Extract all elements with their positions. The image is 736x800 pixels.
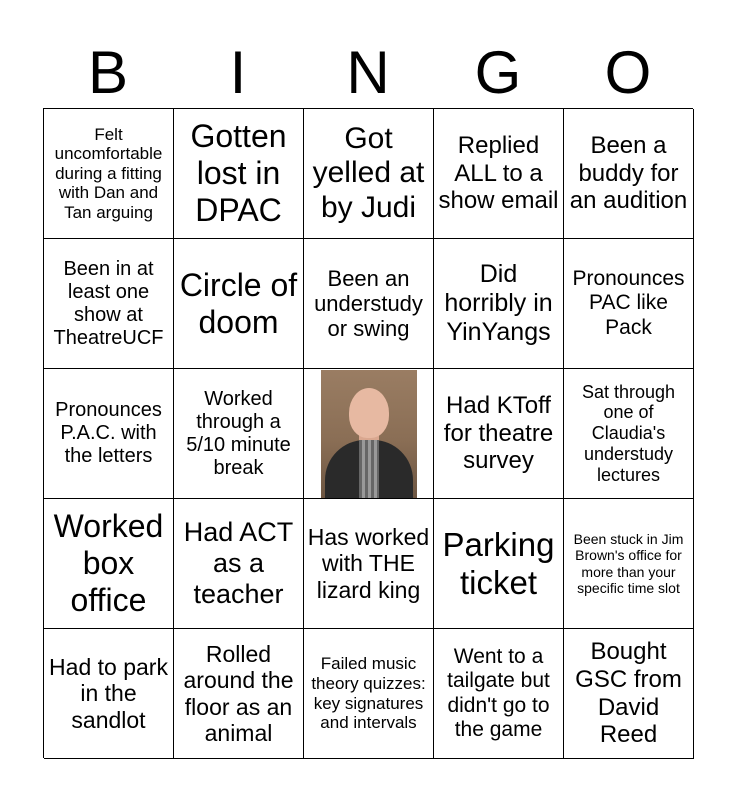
header-letter-i: I <box>229 39 247 106</box>
bingo-square-text: Bought GSC from David Reed <box>575 638 682 749</box>
bingo-square[interactable] <box>434 109 564 239</box>
bingo-square[interactable] <box>174 369 304 499</box>
bingo-square[interactable] <box>564 109 694 239</box>
bingo-square-text: Been stuck in Jim Brown's office for more than your specific time slot <box>573 531 684 596</box>
bingo-square[interactable] <box>174 239 304 369</box>
bingo-square-text: Got yelled at by Judi <box>312 121 425 224</box>
bingo-card-grid <box>43 108 693 758</box>
bingo-square-text: Been a buddy for an audition <box>569 132 688 215</box>
bingo-square-text: Did horribly in YinYangs <box>444 260 553 346</box>
bingo-square[interactable] <box>304 499 434 629</box>
bingo-square-text: Failed music theory quizzes: key signatures and intervals <box>311 654 426 733</box>
bingo-square-text: Had KToff for theatre survey <box>443 392 554 475</box>
bingo-square[interactable] <box>304 109 434 239</box>
header-letter-n: N <box>346 39 390 106</box>
bingo-square-text: Circle of doom <box>179 266 298 340</box>
bingo-square[interactable] <box>304 239 434 369</box>
bingo-square-text: Sat through one of Claudia's understudy lectures <box>581 381 676 485</box>
bingo-square-text: Felt uncomfortable during a fitting with Dan and Tan arguing <box>54 124 163 222</box>
bingo-square[interactable] <box>44 239 174 369</box>
bingo-square[interactable] <box>434 629 564 759</box>
bingo-square[interactable] <box>434 239 564 369</box>
bingo-square-text: Replied ALL to a show email <box>438 132 559 215</box>
bingo-square-text: Had to park in the sandlot <box>49 653 168 733</box>
header-letter-o: O <box>604 39 652 106</box>
bingo-square-text: Parking ticket <box>442 525 555 601</box>
bingo-square-text: Worked through a 5/10 minute break <box>186 387 291 479</box>
bingo-square-text: Rolled around the floor as an animal <box>183 640 294 746</box>
bingo-square[interactable] <box>44 499 174 629</box>
bingo-square-text: Gotten lost in DPAC <box>190 118 287 228</box>
bingo-square-text: Had ACT as a teacher <box>183 516 294 610</box>
bingo-square-text: Been in at least one show at TheatreUCF <box>53 257 164 349</box>
bingo-square[interactable] <box>174 629 304 759</box>
bingo-square-text: Went to a tailgate but didn't go to the game <box>447 645 550 741</box>
bingo-square[interactable] <box>304 629 434 759</box>
bingo-square-text: Worked box office <box>53 508 164 618</box>
bingo-square[interactable] <box>174 499 304 629</box>
bingo-square-text: Has worked with THE lizard king <box>307 523 430 603</box>
header-letter-b: B <box>87 39 129 106</box>
bingo-square[interactable] <box>564 369 694 499</box>
bingo-square[interactable] <box>564 499 694 629</box>
bingo-square[interactable] <box>44 629 174 759</box>
bingo-square[interactable] <box>44 369 174 499</box>
bingo-square[interactable] <box>44 109 174 239</box>
bingo-square[interactable] <box>434 369 564 499</box>
bingo-square[interactable] <box>434 499 564 629</box>
bingo-square-text: Been an understudy or swing <box>314 265 423 342</box>
bingo-square[interactable] <box>564 629 694 759</box>
bingo-square[interactable] <box>174 109 304 239</box>
portrait-photo <box>321 370 417 498</box>
bingo-square-text: Pronounces PAC like Pack <box>572 267 685 339</box>
bingo-free-space[interactable] <box>304 369 434 499</box>
bingo-square-text: Pronounces P.A.C. with the letters <box>55 399 162 467</box>
bingo-square[interactable] <box>564 239 694 369</box>
header-letter-g: G <box>474 39 522 106</box>
bingo-header <box>43 38 693 108</box>
